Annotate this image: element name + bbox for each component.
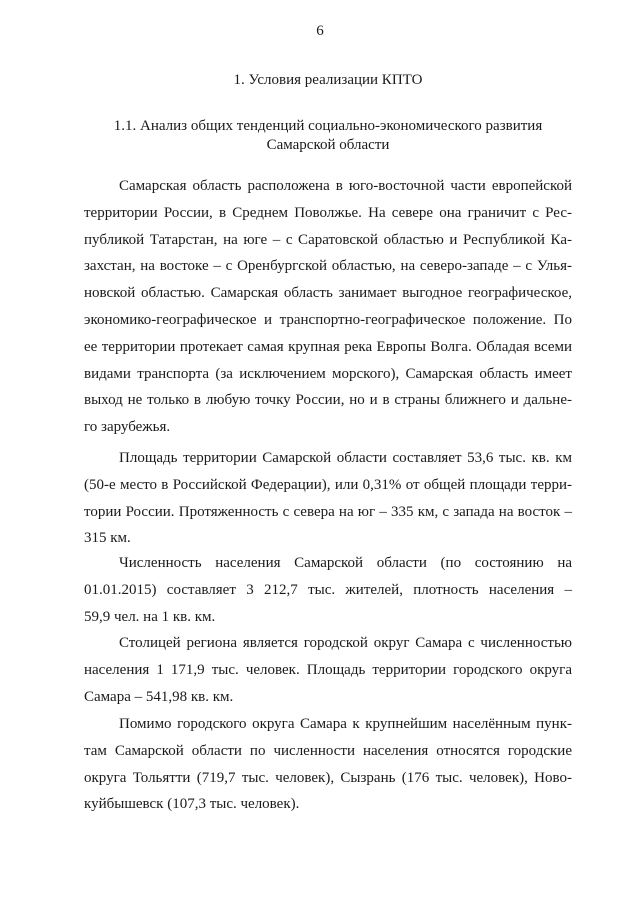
paragraph-cities xyxy=(84,711,572,818)
paragraph-line: 59,9 чел. на 1 кв. км. xyxy=(84,608,216,625)
paragraph-line: округа Тольятти (719,7 тыс. человек), Сызрань (176 тыс. человек), Ново- xyxy=(84,769,572,786)
paragraph-line: Численность населения Самарской области (по состоянию на xyxy=(119,555,572,571)
section-title: 1. Условия реализации КПТО xyxy=(233,72,423,88)
paragraph-line: куйбышевск (107,3 тыс. человек). xyxy=(84,796,300,813)
paragraph-line: ее территории протекает самая крупная река Европы Волга. Обладая всеми xyxy=(84,338,572,355)
paragraph-location xyxy=(84,173,572,441)
paragraph-line: экономико-географическое и транспортно-географическое положение. По xyxy=(84,311,572,328)
paragraph-line: Самарская область расположена в юго-восточной части европейской xyxy=(119,178,572,194)
paragraph-population xyxy=(84,550,572,630)
paragraph-line: 315 км. xyxy=(84,530,131,547)
paragraph-line: (50-е место в Российской Федерации), или 0,31% от общей площади терри- xyxy=(84,476,572,493)
paragraph-area xyxy=(84,445,572,552)
paragraph-line: видами транспорта (за исключением морского), Самарская область имеет xyxy=(84,365,572,382)
paragraph-line: го зарубежья. xyxy=(84,419,171,436)
paragraph-line: населения 1 171,9 тыс. человек. Площадь территории городского округа xyxy=(84,661,572,678)
subsection-title-line: 1.1. Анализ общих тенденций социально-экономического развития xyxy=(113,118,543,134)
paragraph-line: 01.01.2015) составляет 3 212,7 тыс. жителей, плотность населения – xyxy=(84,581,572,598)
subsection-title-line: Самарской области xyxy=(266,137,390,153)
paragraph-line: публикой Татарстан, на юге – с Саратовской областью и Республикой Ка- xyxy=(84,231,572,248)
paragraph-line: тории России. Протяженность с севера на юг – 335 км, с запада на восток – xyxy=(84,503,572,520)
paragraph-line: Столицей региона является городской округ Самара с численностью xyxy=(119,635,572,651)
paragraph-capital xyxy=(84,630,572,710)
paragraph-line: Самара – 541,98 кв. км. xyxy=(84,688,234,705)
paragraph-line: новской областью. Самарская область занимает выгодное географическое, xyxy=(84,285,572,302)
subsection-title xyxy=(40,117,616,155)
paragraph-line: выход не только в любую точку России, но и в страны ближнего и дальне- xyxy=(84,392,572,409)
paragraph-line: территории России, в Среднем Поволжье. На севере она граничит с Рес- xyxy=(84,204,572,221)
page-number: 6 xyxy=(316,23,324,39)
paragraph-line: там Самарской области по численности населения относятся городские xyxy=(84,742,572,759)
paragraph-line: захстан, на востоке – с Оренбургской областью, на северо-западе – с Улья- xyxy=(84,258,572,275)
paragraph-line: Помимо городского округа Самара к крупнейшим населённым пунк- xyxy=(119,716,572,732)
paragraph-line: Площадь территории Самарской области составляет 53,6 тыс. кв. км xyxy=(119,450,572,466)
